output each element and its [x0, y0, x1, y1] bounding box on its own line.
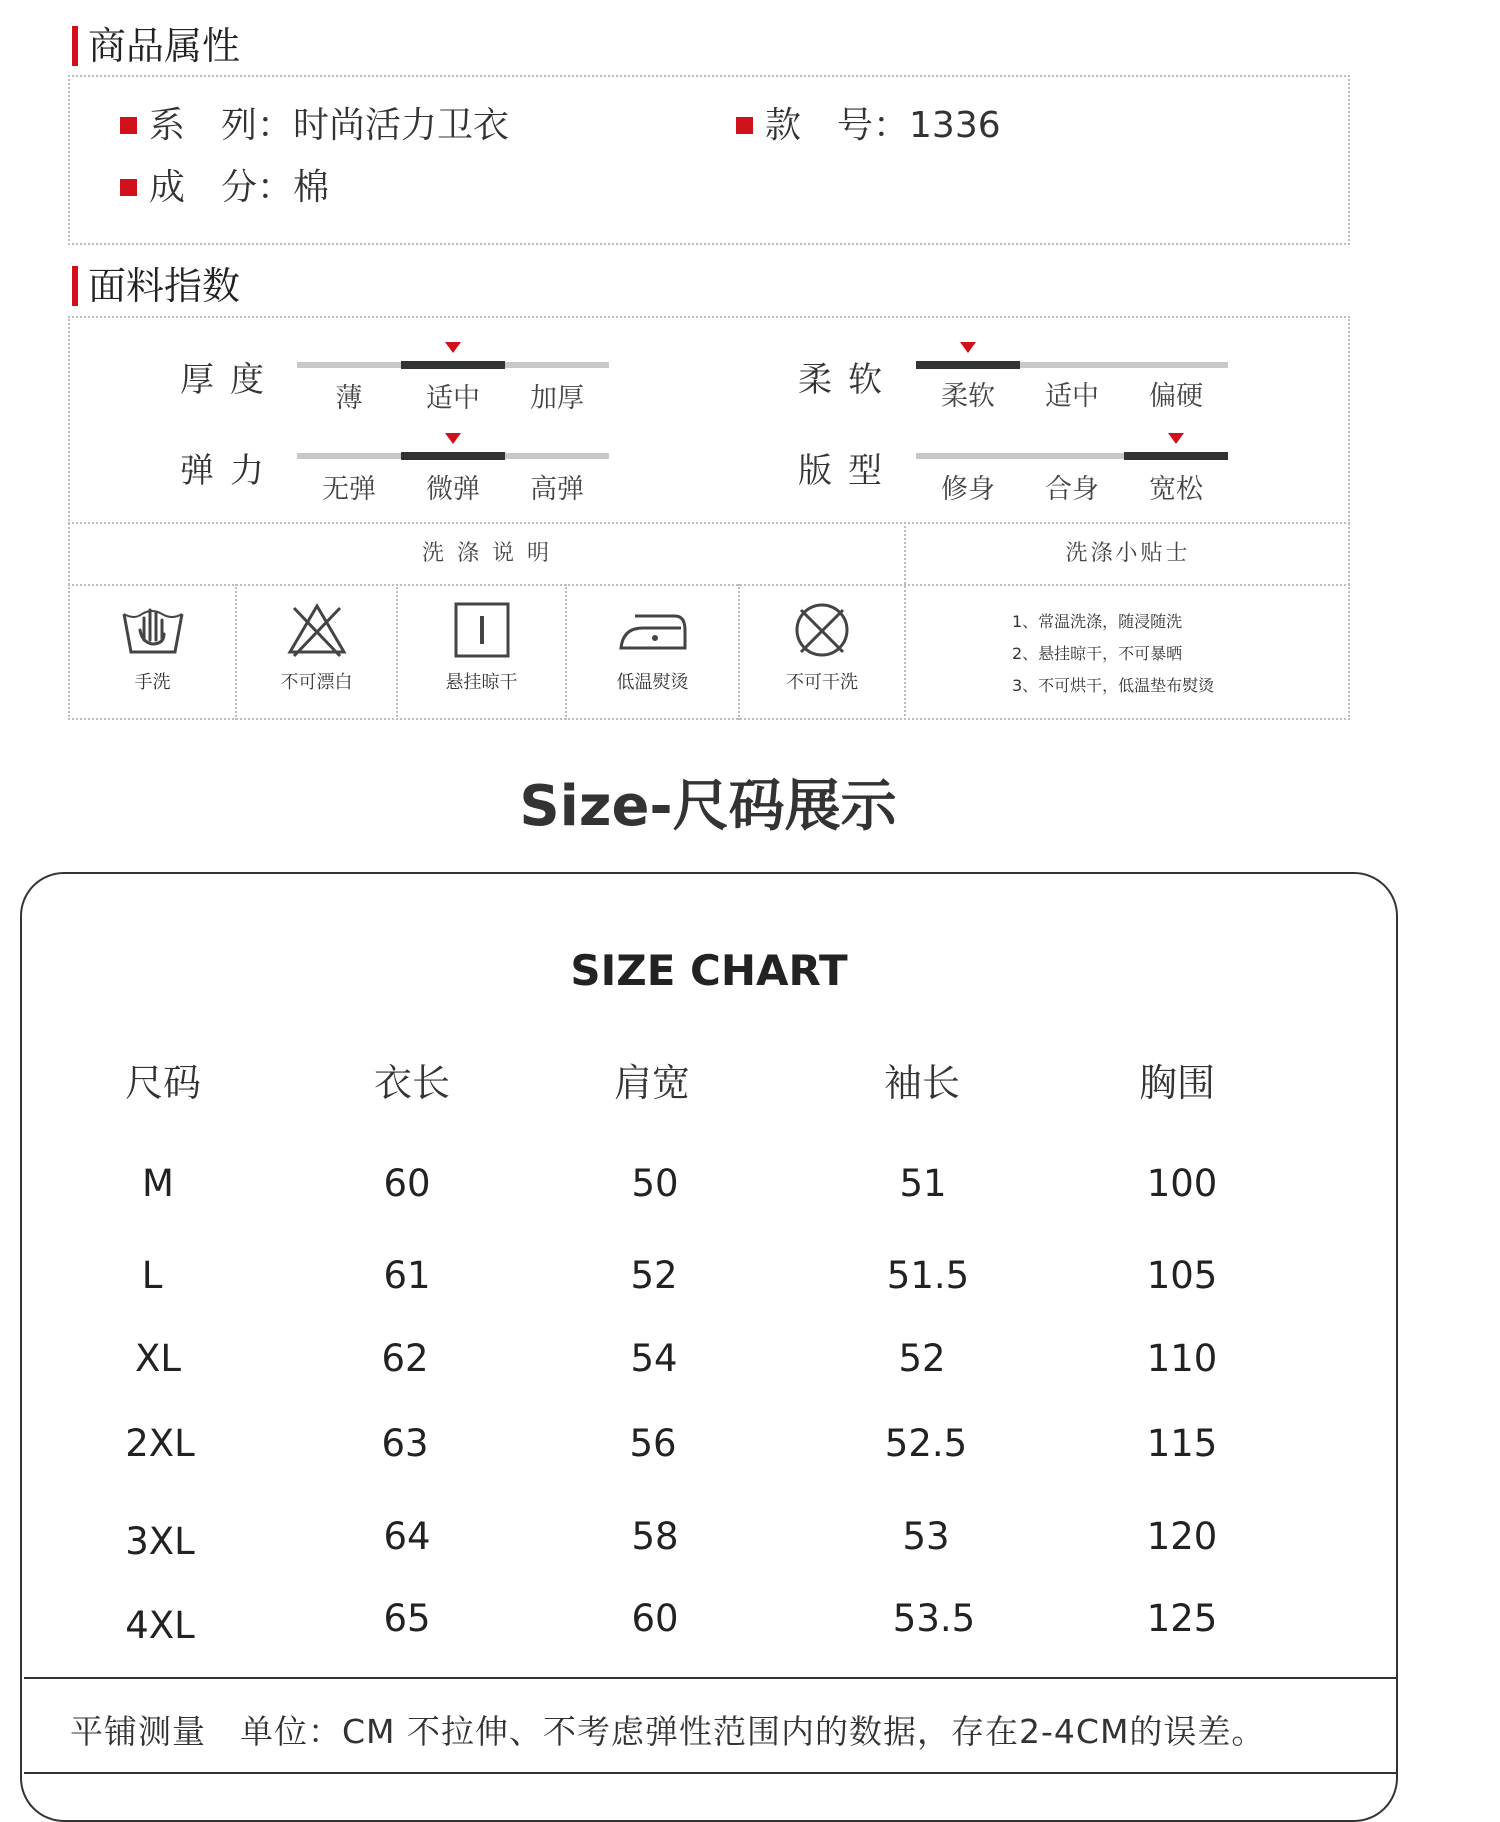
scale-option: 宽松 — [1149, 474, 1203, 505]
care-item-no-bleach — [237, 600, 396, 694]
wash-tip: 1、常温洗涤，随浸随洗 — [1012, 612, 1183, 631]
section-marker — [72, 266, 78, 306]
care-caption: 低温熨烫 — [616, 672, 689, 693]
fabric-title: 面料指数 — [88, 264, 241, 308]
scale-track-fit — [916, 453, 1228, 459]
care-caption: 悬挂晾干 — [445, 672, 518, 693]
size-table-header: 袖长 — [883, 1061, 960, 1105]
wash-instructions-header: 洗 涤 说 明 — [422, 541, 552, 566]
scale-selected-segment — [1124, 452, 1228, 460]
attributes-box — [68, 75, 1350, 245]
size-cell: 120 — [1146, 1515, 1218, 1558]
selected-arrow-icon — [445, 433, 461, 444]
scale-option: 加厚 — [530, 383, 584, 414]
size-cell: 51.5 — [886, 1254, 970, 1297]
attr-series-value: 时尚活力卫衣 — [293, 105, 510, 146]
scale-selected-segment — [916, 361, 1020, 369]
scale-option: 高弹 — [530, 474, 584, 505]
scale-track-elasticity — [297, 453, 609, 459]
size-table-header: 胸围 — [1138, 1061, 1215, 1105]
care-caption: 不可干洗 — [786, 672, 858, 693]
hang-dry-icon — [447, 600, 517, 660]
size-cell: 64 — [383, 1515, 431, 1558]
selected-arrow-icon — [445, 342, 461, 353]
size-cell: 110 — [1146, 1337, 1218, 1380]
wash-tips-header: 洗涤小贴士 — [1065, 541, 1191, 566]
size-note-bottom-line — [24, 1772, 1396, 1774]
size-cell: 52.5 — [884, 1422, 968, 1465]
size-cell: XL — [135, 1337, 181, 1380]
scale-label-thickness: 厚度 — [180, 360, 280, 400]
scale-option: 薄 — [335, 383, 363, 414]
size-cell: 53.5 — [892, 1597, 976, 1640]
size-cell: 54 — [630, 1337, 678, 1380]
scale-option: 偏硬 — [1149, 381, 1203, 412]
scale-selected-segment — [401, 361, 505, 369]
wash-tip: 3、不可烘干，低温垫布熨烫 — [1012, 676, 1215, 695]
scale-option: 适中 — [1045, 381, 1099, 412]
size-cell: 56 — [629, 1422, 677, 1465]
attr-series — [120, 106, 509, 146]
size-cell: 125 — [1146, 1597, 1218, 1640]
size-section-title: Size-尺码展示 — [519, 774, 897, 839]
care-caption: 不可漂白 — [280, 672, 353, 693]
section-marker — [72, 26, 78, 66]
scale-label-elasticity: 弹力 — [180, 451, 280, 491]
bullet-square-icon — [736, 117, 753, 134]
size-table-header: 肩宽 — [613, 1061, 690, 1105]
size-cell: 60 — [383, 1162, 431, 1205]
bullet-square-icon — [120, 117, 137, 134]
wash-tips-list — [1012, 606, 1214, 702]
size-table-header: 尺码 — [124, 1061, 201, 1105]
no-bleach-icon — [282, 600, 352, 660]
size-table-header: 衣长 — [373, 1061, 450, 1105]
selected-arrow-icon — [960, 342, 976, 353]
size-note-top-line — [24, 1677, 1396, 1679]
size-cell: 2XL — [125, 1422, 195, 1465]
bullet-square-icon — [120, 179, 137, 196]
size-cell: 4XL — [125, 1604, 195, 1647]
size-cell: 62 — [381, 1337, 429, 1380]
care-item-hand-wash — [70, 600, 235, 694]
low-iron-icon — [615, 600, 691, 660]
size-cell: L — [141, 1254, 163, 1297]
scale-option: 修身 — [941, 474, 995, 505]
attr-series-label: 系 列： — [149, 105, 294, 146]
attr-style-no-value: 1336 — [909, 105, 1001, 146]
size-cell: 53 — [902, 1515, 950, 1558]
attr-material-label: 成 分： — [149, 167, 294, 208]
size-cell: 50 — [631, 1162, 679, 1205]
no-dry-clean-icon — [787, 600, 857, 660]
size-cell: 51 — [899, 1162, 947, 1205]
scale-option: 柔软 — [941, 381, 995, 412]
care-caption: 手洗 — [134, 672, 171, 693]
size-cell: 100 — [1146, 1162, 1218, 1205]
size-cell: 115 — [1146, 1422, 1218, 1465]
attr-material — [120, 168, 329, 208]
size-cell: 61 — [383, 1254, 431, 1297]
size-cell: 60 — [631, 1597, 679, 1640]
attr-style-no — [736, 106, 1001, 146]
size-cell: 105 — [1146, 1254, 1218, 1297]
care-item-low-iron — [567, 600, 738, 694]
care-item-no-dry-clean — [740, 600, 904, 694]
scale-selected-segment — [401, 452, 505, 460]
attr-material-value: 棉 — [293, 167, 330, 208]
size-cell: 52 — [898, 1337, 946, 1380]
size-cell: 63 — [381, 1422, 429, 1465]
size-cell: 65 — [383, 1597, 431, 1640]
scale-label-fit: 版型 — [798, 451, 898, 491]
hand-wash-icon — [118, 600, 188, 660]
size-chart-title: SIZE CHART — [570, 946, 848, 995]
scale-label-softness: 柔软 — [798, 360, 898, 400]
scale-track-thickness — [297, 362, 609, 368]
size-cell: M — [142, 1162, 174, 1205]
wash-tip: 2、悬挂晾干，不可暴晒 — [1012, 644, 1183, 663]
scale-option: 无弹 — [322, 474, 376, 505]
scale-track-softness — [916, 362, 1228, 368]
size-measure-note: 平铺测量 单位：CM 不拉伸、不考虑弹性范围内的数据，存在2-4CM的误差。 — [70, 1712, 1266, 1751]
care-item-hang-dry — [398, 600, 565, 694]
scale-option: 合身 — [1045, 474, 1099, 505]
scale-option: 微弹 — [426, 474, 480, 505]
size-cell: 52 — [630, 1254, 678, 1297]
size-cell: 3XL — [125, 1520, 195, 1563]
selected-arrow-icon — [1168, 433, 1184, 444]
size-cell: 58 — [631, 1515, 679, 1558]
attributes-title: 商品属性 — [88, 24, 241, 68]
scale-option: 适中 — [426, 383, 480, 414]
attr-style-no-label: 款 号： — [765, 105, 910, 146]
